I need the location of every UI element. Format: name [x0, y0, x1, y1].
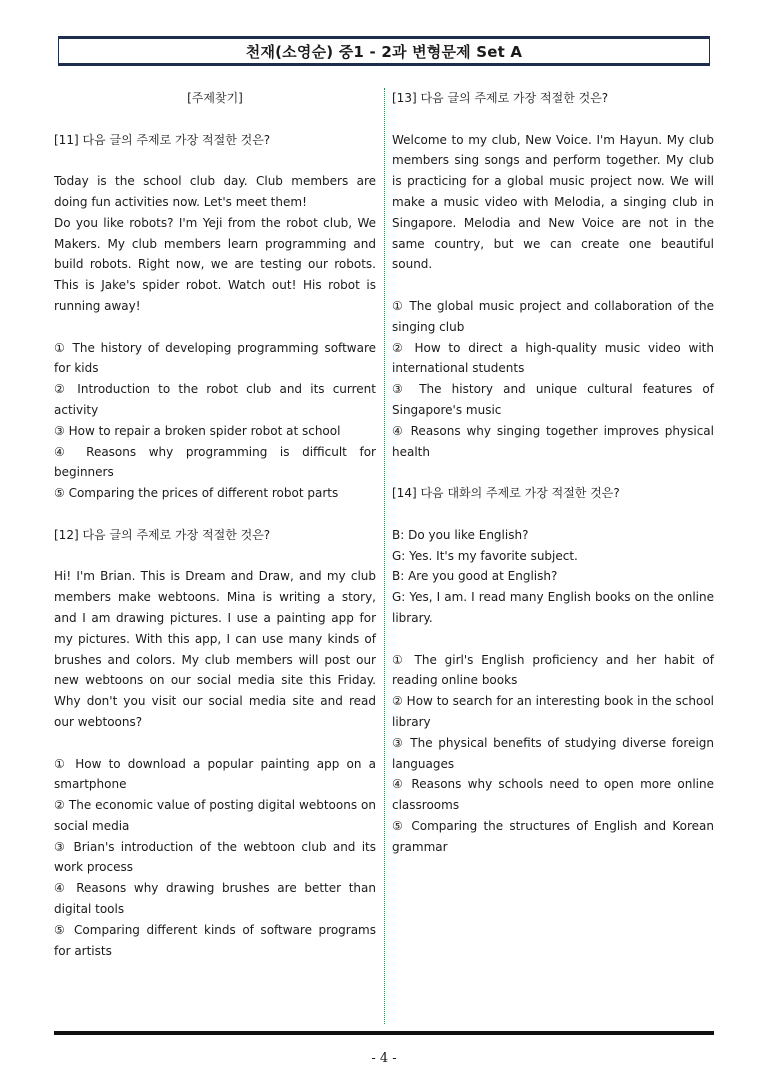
passage-paragraph: Hi! I'm Brian. This is Dream and Draw, and my club members make webtoons. Mina is writing a story, and I am drawing pictures. I use a painting app for my pictures. With this app, I can use many kinds of brushes and colors. My club members will post our new webtoons on our social media site this Friday. Why don't you visit our social media site and read our webtoons?	[54, 569, 376, 729]
passage-paragraph: Welcome to my club, New Voice. I'm Hayun. My club members sing songs and perform together. My club is practicing for a global music project now. We will make a music video with Melodia, a singing club in Singapore. Melodia and New Voice are not in the same country, but we can create one beautiful sound.	[392, 132, 714, 272]
question-passage	[54, 566, 376, 732]
column-divider	[384, 88, 385, 1024]
answer-option[interactable]: ① The girl's English proficiency and her habit of reading online books	[392, 652, 714, 688]
answer-option[interactable]: ④ Reasons why schools need to open more online classrooms	[392, 777, 714, 813]
answer-option[interactable]: ② The economic value of posting digital webtoons on social media	[54, 798, 376, 833]
dialogue-line: G: Yes, I am. I read many English books on the online library.	[392, 590, 714, 625]
page-title: 천재(소영순) 중1 - 2과 변형문제 Set A	[58, 36, 710, 66]
dialogue	[392, 525, 714, 629]
question-prompt: [13] 다음 글의 주제로 가장 적절한 것은?	[392, 91, 609, 105]
answer-option[interactable]: ② How to search for an interesting book in the school library	[392, 694, 714, 729]
question-prompt: [14] 다음 대화의 주제로 가장 적절한 것은?	[392, 486, 620, 501]
answer-options	[392, 296, 714, 462]
question-passage	[392, 130, 714, 276]
footer-rule	[54, 1031, 714, 1035]
answer-option[interactable]: ③ How to repair a broken spider robot at school	[54, 423, 341, 438]
answer-option[interactable]: ② How to direct a high-quality music video with international students	[392, 340, 714, 376]
question-13	[392, 88, 714, 462]
answer-option[interactable]: ③ Brian's introduction of the webtoon club and its work process	[54, 839, 376, 875]
dialogue-line: B: Do you like English?	[392, 527, 529, 542]
page-number: - 4 -	[371, 1051, 397, 1066]
answer-option[interactable]: ④ Reasons why drawing brushes are better than digital tools	[54, 881, 376, 917]
passage-paragraph: Today is the school club day. Club members are doing fun activities now. Let's meet them!	[54, 174, 376, 209]
dialogue-line: B: Are you good at English?	[392, 569, 558, 584]
section-tag: [주제찾기]	[187, 91, 243, 105]
answer-options	[54, 338, 376, 504]
answer-option[interactable]: ⑤ Comparing the prices of different robot parts	[54, 486, 339, 501]
passage-paragraph: Do you like robots? I'm Yeji from the robot club, We Makers. My club members learn programming and build robots. Right now, we are testing our robots. This is Jake's spider robot. Watch out! His robot is running away!	[54, 215, 376, 313]
answer-option[interactable]: ① The global music project and collaboration of the singing club	[392, 298, 714, 334]
answer-option[interactable]: ⑤ Comparing different kinds of software programs for artists	[54, 922, 376, 958]
dialogue-line: G: Yes. It's my favorite subject.	[392, 548, 578, 563]
left-column	[54, 88, 376, 982]
answer-options	[54, 754, 376, 962]
right-column	[392, 88, 714, 878]
question-prompt: [12] 다음 글의 주제로 가장 적절한 것은?	[54, 527, 271, 542]
answer-option[interactable]: ② Introduction to the robot club and its current activity	[54, 382, 376, 417]
question-12	[54, 525, 376, 962]
answer-option[interactable]: ⑤ Comparing the structures of English and Korean grammar	[392, 818, 714, 854]
question-14	[392, 483, 714, 857]
question-11	[54, 130, 376, 504]
answer-option[interactable]: ① The history of developing programming software for kids	[54, 340, 376, 376]
answer-option[interactable]: ③ The history and unique cultural features of Singapore's music	[392, 382, 714, 417]
answer-option[interactable]: ① How to download a popular painting app on a smartphone	[54, 756, 376, 792]
question-passage	[54, 171, 376, 317]
answer-option[interactable]: ④ Reasons why singing together improves physical health	[392, 423, 714, 459]
question-prompt: [11] 다음 글의 주제로 가장 적절한 것은?	[54, 132, 271, 147]
answer-option[interactable]: ③ The physical benefits of studying diverse foreign languages	[392, 735, 714, 771]
answer-option[interactable]: ④ Reasons why programming is difficult for beginners	[54, 444, 376, 480]
answer-options	[392, 650, 714, 858]
